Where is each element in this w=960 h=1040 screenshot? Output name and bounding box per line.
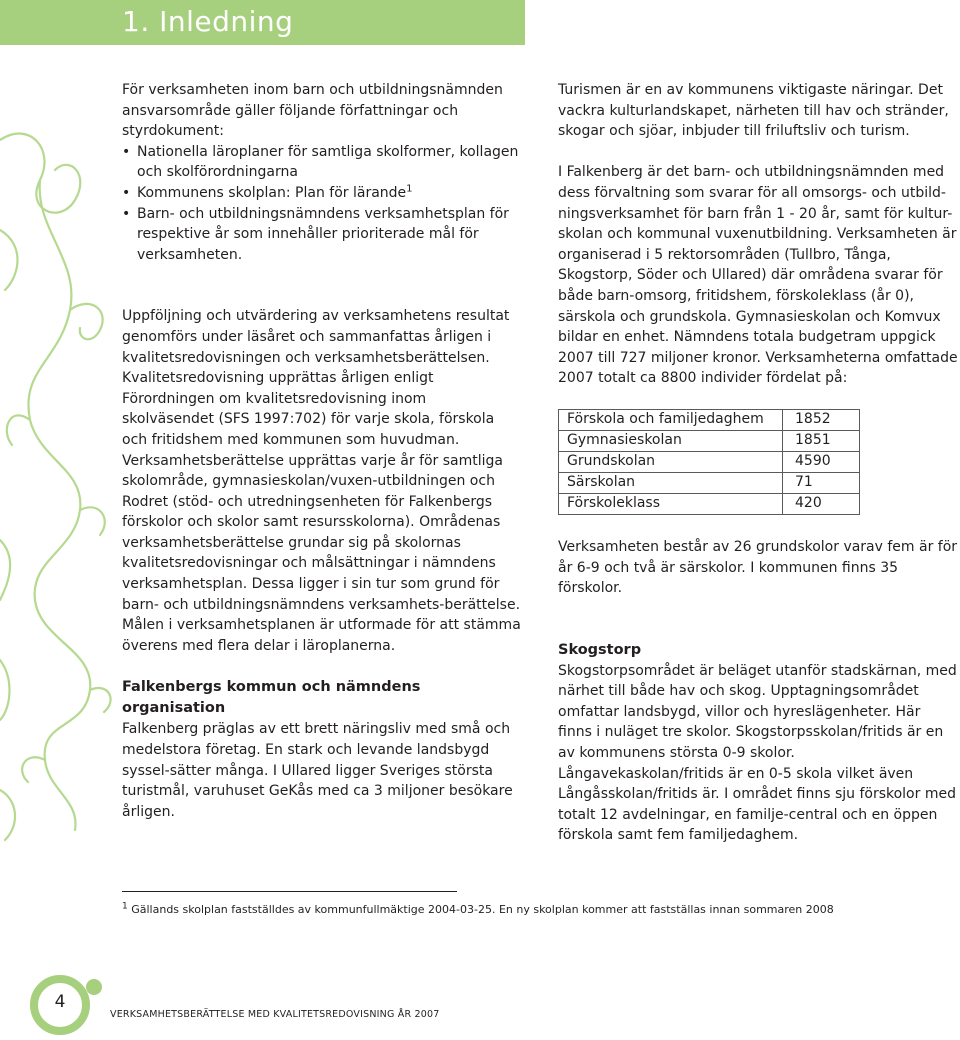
table-row: Förskola och familjedaghem 1852 [559, 409, 860, 430]
list-item: • Barn- och utbildningsnämndens verksamhetsplan för respektive år som innehåller prioriterade mål för verksamheten. [122, 204, 522, 266]
running-footer-title: VERKSAMHETSBERÄTTELSE MED KVALITETSREDOVISNING ÅR 2007 [110, 1009, 440, 1020]
organisation-overview-paragraph: I Falkenberg är det barn- och utbildningsnämnden med dess förvaltning som svarar för all omsorgs- och utbild-ningsverksamhet för barn från 1 - 20 år, samt för kultur-skolan och kommunal vuxenutbildning. Verksamheten är organiserad i 5 rektorsområden (Tullbro, Tånga, Skogstorp, Söder och Ullared) där områdena svarar för både barn-omsorg, fritidshem, förskoleklass (år 0), särskola och grundskola. Gymnasieskolan och Komvux bildar en enhet. Nämndens totala budgetram uppgick 2007 till 727 miljoner kronor. Verksamheterna omfattade 2007 totalt ca 8800 individer fördelat på: [558, 164, 958, 387]
table-row: Grundskolan 4590 [559, 451, 860, 472]
left-column [122, 80, 522, 822]
skogstorp-paragraph: Skogstorpsområdet är beläget utanför stadskärnan, med närhet till både hav och skog. Upptagningsområdet omfattar landsbygd, villor och hyreslägenheter. Här finns i nuläget tre skolor. Skogstorpsskolan/fritids är en av kommunens största 0-9 skolor. Långavekaskolan/fritids är en 0-5 skola vilket även Långåsskolan/fritids är. I området finns sju förskolor med totalt 12 avdelningar, en familje-central och en öppen förskola samt fem familjedaghem. [558, 662, 957, 844]
right-column [558, 80, 958, 846]
table-row: Särskolan 71 [559, 472, 860, 493]
tourism-paragraph: Turismen är en av kommunens viktigaste näringar. Det vackra kulturlandskapet, närheten till hav och stränder, skogar och sjöar, inbjuder till friluftsliv och turism. [558, 82, 949, 140]
footnote [122, 902, 922, 918]
section-heading-skogstorp: Skogstorp [558, 641, 642, 658]
section-heading-organisation: Falkenbergs kommun och nämndens organisation [122, 679, 421, 717]
enrolment-table [558, 409, 860, 515]
table-row: Gymnasieskolan 1851 [559, 430, 860, 451]
chapter-header-bar [0, 0, 525, 45]
list-item: • Nationella läroplaner för samtliga skolformer, kollagen och skolförordningarna [122, 142, 522, 183]
intro-paragraph: För verksamheten inom barn och utbildningsnämnden ansvarsområde gäller följande författningar och styrdokument: [122, 82, 503, 140]
page-number: 4 [54, 992, 66, 1012]
vine-ornament-icon [0, 60, 120, 850]
footnote-marker: 1 [122, 901, 128, 912]
footnote-reference[interactable]: 1 [406, 183, 413, 195]
organisation-paragraph: Falkenberg präglas av ett brett näringsliv med små och medelstora företag. En stark och levande landsbygd syssel-sätter många. I Ullared ligger Sveriges största turistmål, varuhuset GeKås med ca 3 miljoner besökare årligen. [122, 721, 513, 820]
followup-paragraph: Uppföljning och utvärdering av verksamhetens resultat genomförs under läsåret och sammanfattas årligen i kvalitetsredovisningen och verksamhetsberättelsen. Kvalitetsredovisning upprättas årligen enligt Förordningen om kvalitetsredovisning inom skolväsendet (SFS 1997:702) för varje skola, förskola och fritidshem med kommunen som huvudman. Verksamhetsberättelse upprättas varje år för samtliga skolområde, gymnasieskolan/vuxen-utbildningen och Rodret (stöd- och utredningsenheten för Falkenbergs förskolor och skolor samt resursskolorna). Områdenas verksamhetsberättelse grundar sig på skolornas kvalitetsredovisningar och målsättningar i nämndens verksamhetsplan. Dessa ligger i sin tur som grund för barn- och utbildningsnämndens verksamhets-berättelse. Målen i verksamhetsplanen är utformade för att stämma överens med flera delar i läroplanerna. [122, 308, 521, 654]
schools-paragraph: Verksamheten består av 26 grundskolor varav fem är för år 6-9 och två är särskolor. I kommunen finns 35 förskolor. [558, 538, 958, 597]
footnote-divider [122, 891, 457, 892]
table-row: Förskoleklass 420 [559, 493, 860, 514]
document-list [122, 142, 522, 266]
footnote-text: Gällands skolplan fastställdes av kommunfullmäktige 2004-03-25. En ny skolplan kommer att fastställas innan sommaren 2008 [131, 903, 834, 916]
list-item: • Kommunens skolplan: Plan för lärande$^1$ [122, 183, 522, 204]
chapter-title: 1. Inledning [122, 5, 294, 38]
